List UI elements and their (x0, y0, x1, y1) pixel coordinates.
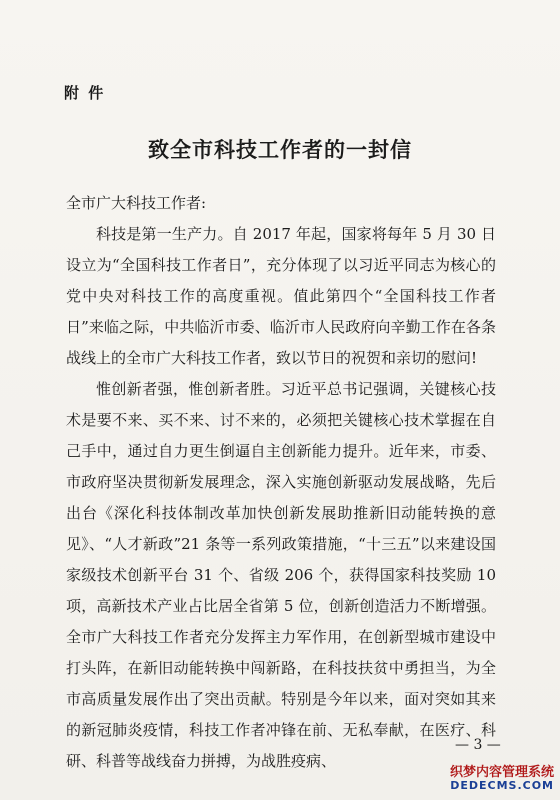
page-number: — 3 — (455, 737, 501, 753)
document-title: 致全市科技工作者的一封信 (148, 137, 412, 162)
paragraph-1: 科技是第一生产力。自 2017 年起，国家将每年 5 月 30 日设立为“全国科技工作者日”，充分体现了以习近平同志为核心的党中央对科技工作的高度重视。值此第四个“全国科技工作者日”来临之际，中共临沂市委、临沂市人民政府向辛勤工作在各条战线上的全市广大科技工作者，致以节日的祝贺和亲切的慰问! (66, 225, 496, 367)
letter-body (66, 188, 496, 777)
salutation: 全市广大科技工作者: (66, 194, 207, 212)
paragraph-2: 惟创新者强，惟创新者胜。习近平总书记强调，关键核心技术是要不来、买不来、讨不来的，必须把关键核心技术掌握在自己手中，通过自力更生倒逼自主创新能力提升。近年来，市委、市政府坚决贯彻新发展理念，深入实施创新驱动发展战略，先后出台《深化科技体制改革加快创新发展助推新旧动能转换的意见》、“人才新政”21 条等一系列政策措施，“十三五”以来建设国家级技术创新平台 31 个、省级 206 个，获得国家科技奖励 10 项，高新技术产业占比居全省第 5 位，创新创造活力不断增强。全市广大科技工作者充分发挥主力军作用，在创新型城市建设中打头阵，在新旧动能转换中闯新路，在科技扶贫中勇担当，为全市高质量发展作出了突出贡献。特别是今年以来，面对突如其来的新冠肺炎疫情，科技工作者冲锋在前、无私奉献，在医疗、科研、科普等战线奋力拼搏，为战胜疫病、 (66, 380, 496, 770)
attachment-label: 附 件 (64, 84, 106, 102)
watermark-en: DEDECMS.COM (450, 778, 554, 792)
watermark-logo (422, 766, 554, 792)
watermark-cn: 织梦内容管理系统 (449, 764, 554, 780)
